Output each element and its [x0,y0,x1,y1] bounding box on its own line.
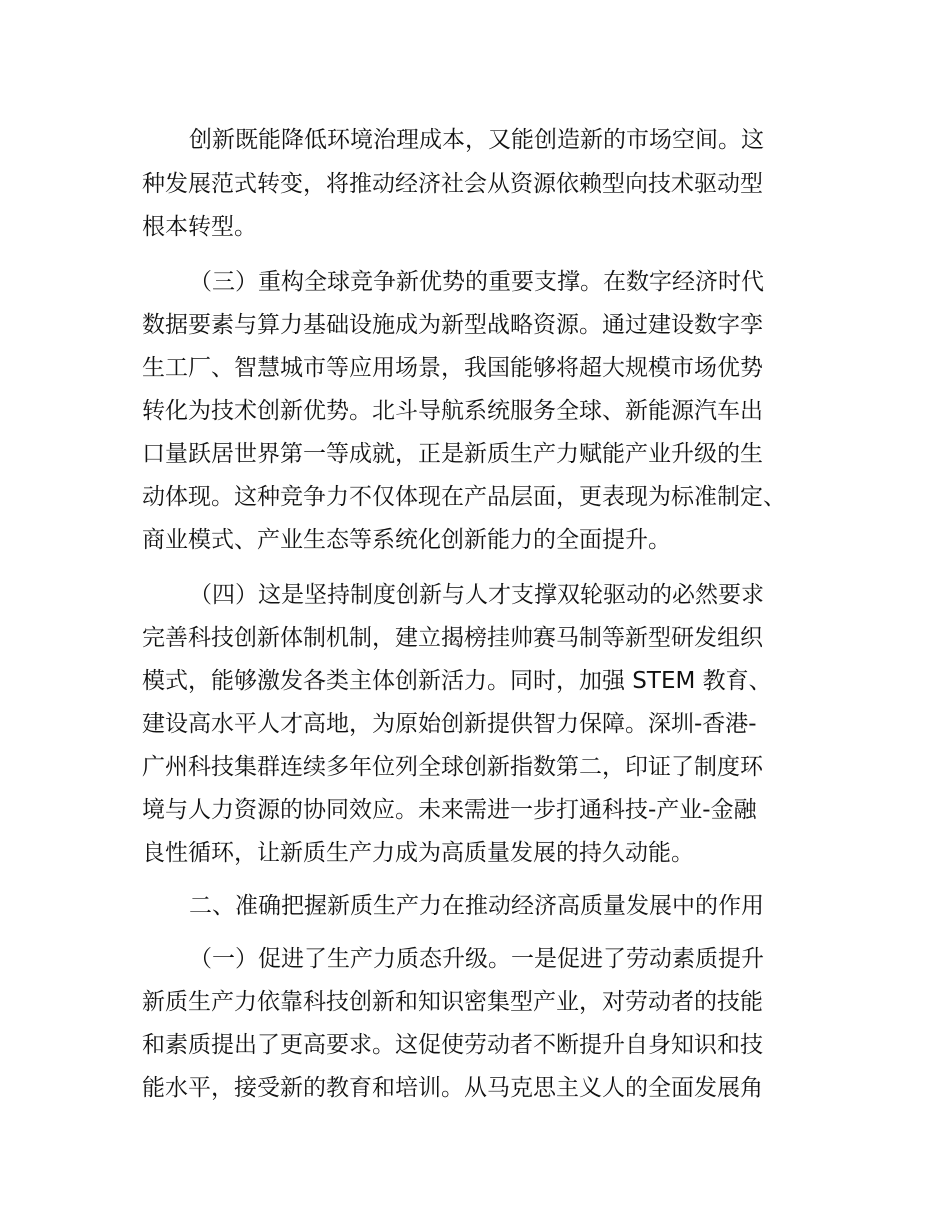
section-heading-line: （一）促进了生产力质态升级。一是促进了劳动素质提升 [189,946,764,972]
text-line: 广州科技集群连续多年位列全球创新指数第二，印证了制度环 [142,754,763,780]
text-line: 转化为技术创新优势。北斗导航系统服务全球、新能源汽车出 [142,398,763,424]
text-line: 模式，能够激发各类主体创新活力。同时，加强 STEM 教育、 [142,668,772,694]
text-line: 生工厂、智慧城市等应用场景，我国能够将超大规模市场优势 [142,355,763,381]
section-heading-line: （四）这是坚持制度创新与人才支撑双轮驱动的必然要求 [189,582,764,608]
text-line: 建设高水平人才高地，为原始创新提供智力保障。深圳-香港- [142,711,757,737]
text-line: 动体现。这种竞争力不仅体现在产品层面，更表现为标准制定、 [142,484,786,510]
text-line: 数据要素与算力基础设施成为新型战略资源。通过建设数字孪 [142,312,763,338]
text-line: 良性循环，让新质生产力成为高质量发展的持久动能。 [142,840,694,866]
text-line: 商业模式、产业生态等系统化创新能力的全面提升。 [142,527,671,553]
text-line: 创新既能降低环境治理成本，又能创造新的市场空间。这 [189,127,764,153]
text-line: 能水平，接受新的教育和培训。从马克思主义人的全面发展角 [142,1075,763,1101]
text-line: 和素质提出了更高要求。这促使劳动者不断提升自身知识和技 [142,1032,763,1058]
text-line: 境与人力资源的协同效应。未来需进一步打通科技-产业-金融 [142,797,757,823]
text-line: 种发展范式转变，将推动经济社会从资源依赖型向技术驱动型 [142,171,763,197]
text-line: 口量跃居世界第一等成就，正是新质生产力赋能产业升级的生 [142,441,763,467]
section-heading-line: （三）重构全球竞争新优势的重要支撑。在数字经济时代 [189,269,764,295]
chapter-heading-line: 二、准确把握新质生产力在推动经济高质量发展中的作用 [189,893,764,919]
text-line: 完善科技创新体制机制，建立揭榜挂帅赛马制等新型研发组织 [142,625,763,651]
text-line: 根本转型。 [142,214,257,240]
text-line: 新质生产力依靠科技创新和知识密集型产业，对劳动者的技能 [142,989,763,1015]
